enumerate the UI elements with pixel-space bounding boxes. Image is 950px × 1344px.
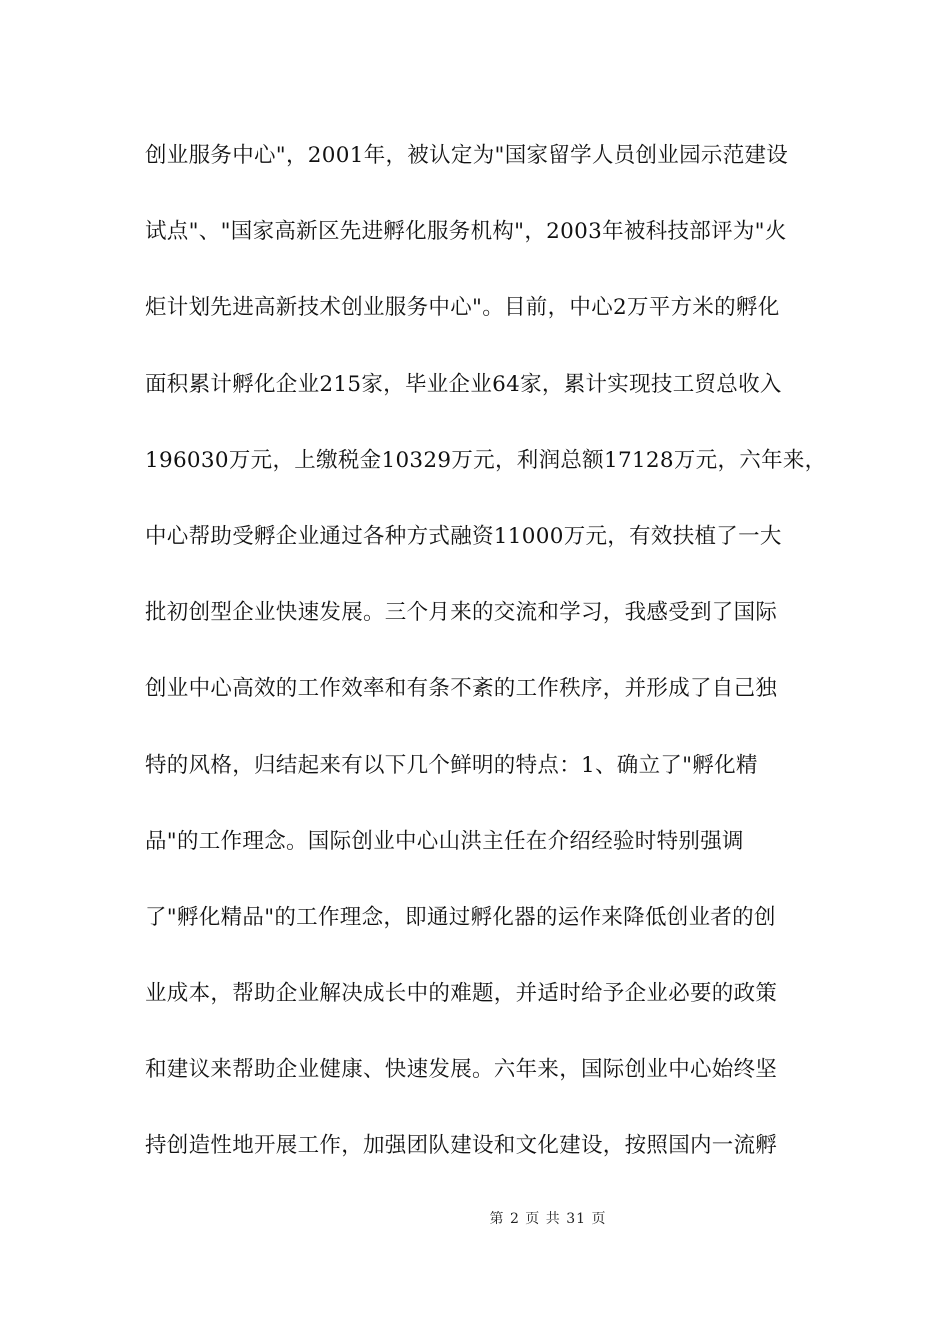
text-line: 创业中心高效的工作效率和有条不紊的工作秩序，并形成了自己独 — [145, 676, 778, 702]
text-line: 面积累计孵化企业215家，毕业企业64家，累计实现技工贸总收入 — [145, 371, 782, 397]
text-line: 批初创型企业快速发展。三个月来的交流和学习，我感受到了国际 — [145, 600, 778, 626]
text-line: 炬计划先进高新技术创业服务中心"。目前，中心2万平方米的孵化 — [145, 295, 780, 321]
text-line: 特的风格，归结起来有以下几个鲜明的特点：1、确立了"孵化精 — [145, 752, 758, 778]
text-line: 了"孵化精品"的工作理念，即通过孵化器的运作来降低创业者的创 — [145, 904, 776, 930]
body-text — [145, 133, 845, 1200]
text-line: 中心帮助受孵企业通过各种方式融资11000万元，有效扶植了一大 — [145, 523, 782, 549]
page-number-footer: 第 2 页 共 31 页 — [489, 1211, 607, 1227]
text-line: 创业服务中心"，2001年，被认定为"国家留学人员创业园示范建设 — [145, 143, 789, 168]
text-line: 业成本，帮助企业解决成长中的难题，并适时给予企业必要的政策 — [145, 981, 778, 1007]
text-line: 和建议来帮助企业健康、快速发展。六年来，国际创业中心始终坚 — [145, 1057, 778, 1083]
text-line: 持创造性地开展工作，加强团队建设和文化建设，按照国内一流孵 — [145, 1133, 778, 1159]
text-line: 196030万元，上缴税金10329万元，利润总额17128万元，六年来， — [145, 447, 827, 473]
text-line: 试点"、"国家高新区先进孵化服务机构"，2003年被科技部评为"火 — [145, 219, 787, 245]
text-line: 品"的工作理念。国际创业中心山洪主任在介绍经验时特别强调 — [145, 828, 744, 854]
